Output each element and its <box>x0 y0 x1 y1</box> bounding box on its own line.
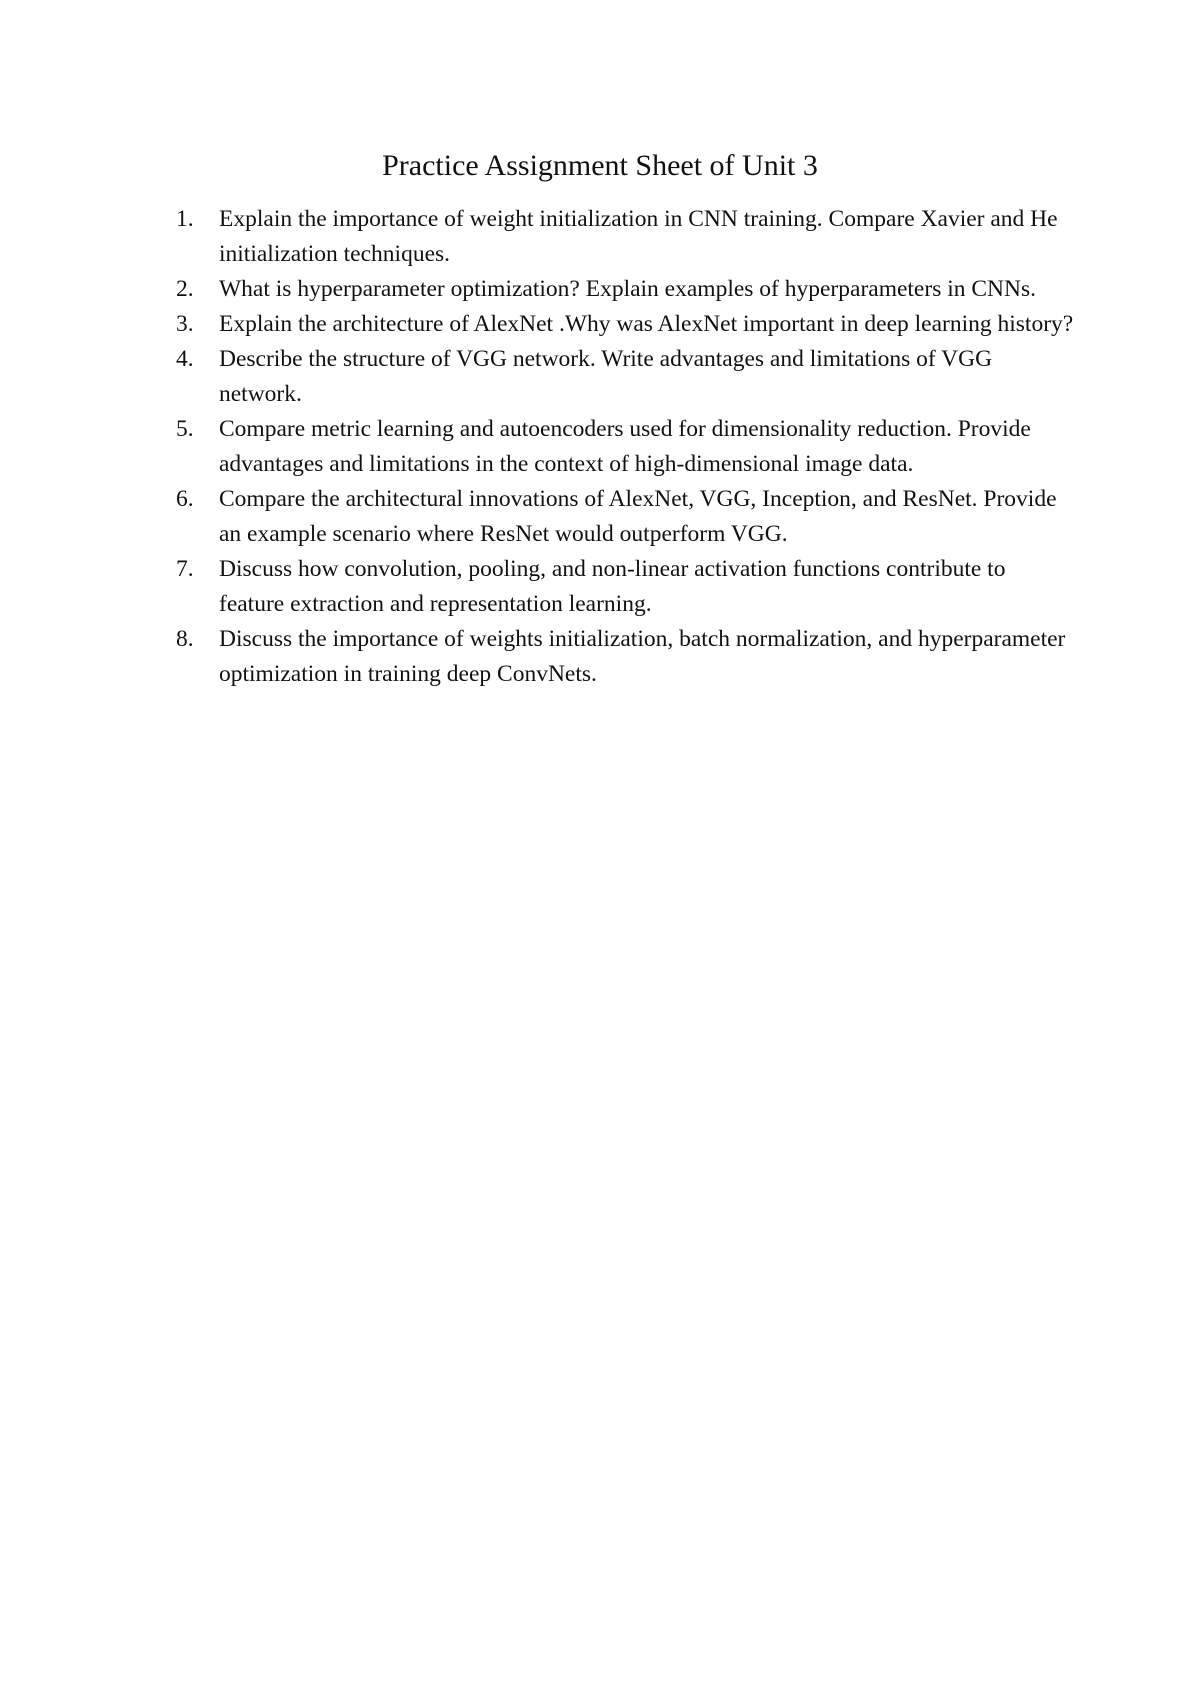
page-title: Practice Assignment Sheet of Unit 3 <box>382 149 818 182</box>
question-text: Describe the structure of VGG network. Write advantages and limitations of VGG network. <box>219 346 993 407</box>
question-number: 6. <box>176 486 194 512</box>
question-text: Explain the architecture of AlexNet .Why was AlexNet important in deep learning history? <box>219 311 1074 337</box>
question-item <box>176 307 1076 342</box>
question-item <box>176 342 1076 412</box>
question-text: Discuss the importance of weights initialization, batch normalization, and hyperparameter optimization in training deep ConvNets. <box>219 626 1066 687</box>
question-number: 5. <box>176 416 194 442</box>
question-number: 4. <box>176 346 194 372</box>
question-item <box>176 622 1076 692</box>
question-number: 7. <box>176 556 194 582</box>
question-item <box>176 272 1076 307</box>
question-item <box>176 202 1076 272</box>
question-item <box>176 412 1076 482</box>
question-text: Compare metric learning and autoencoders used for dimensionality reduction. Provide advantages and limitations in the context of high-dimensional image data. <box>219 416 1031 477</box>
question-number: 3. <box>176 311 194 337</box>
question-text: Discuss how convolution, pooling, and non-linear activation functions contribute to feature extraction and representation learning. <box>219 556 1006 617</box>
question-text: Explain the importance of weight initialization in CNN training. Compare Xavier and He initialization techniques. <box>219 206 1058 267</box>
question-text: Compare the architectural innovations of AlexNet, VGG, Inception, and ResNet. Provide an example scenario where ResNet would outperform VGG. <box>219 486 1057 547</box>
question-number: 8. <box>176 626 194 652</box>
question-text: What is hyperparameter optimization? Explain examples of hyperparameters in CNNs. <box>219 276 1037 302</box>
question-number: 1. <box>176 206 194 232</box>
question-list <box>176 202 1076 692</box>
question-item <box>176 552 1076 622</box>
question-number: 2. <box>176 276 194 302</box>
question-item <box>176 482 1076 552</box>
